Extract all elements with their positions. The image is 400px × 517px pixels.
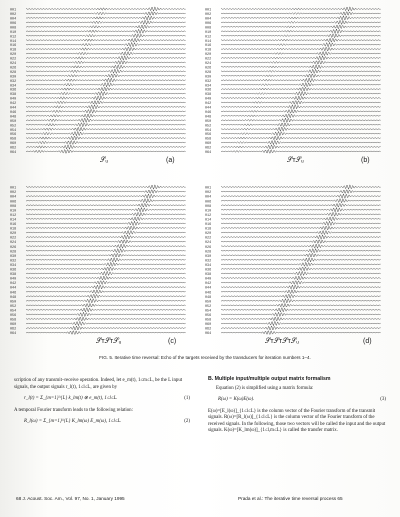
trace-label: 040 (10, 277, 17, 282)
waveform-plot-a (10, 3, 190, 166)
waveform-plot-c (10, 181, 190, 344)
trace-waveform (221, 78, 381, 82)
trace-waveform (26, 285, 186, 289)
trace-label: 046 (10, 110, 17, 115)
trace-label: 020 (205, 53, 212, 58)
trace-label: 034 (205, 263, 212, 268)
trace-waveform (221, 212, 381, 216)
trace-waveform (221, 123, 381, 126)
trace-label: 044 (10, 286, 17, 291)
equation-1-body: r_l(t) = Σ_{m=1}^{L} k_lm(t) ⊗ e_m(t), 1≤l≤L. (24, 396, 118, 401)
trace-waveform (26, 217, 186, 221)
trace-waveform (26, 123, 186, 127)
trace-label: 062 (205, 327, 212, 332)
trace-label: 034 (205, 84, 212, 89)
trace-waveform (26, 199, 186, 203)
trace-label: 006 (10, 21, 17, 26)
trace-waveform (221, 281, 381, 285)
figure-panel-d (205, 181, 385, 344)
trace-waveform (26, 312, 186, 316)
trace-waveform (221, 83, 381, 87)
trace-label: 054 (205, 309, 212, 314)
trace-waveform (221, 267, 381, 271)
trace-label: 020 (205, 232, 212, 237)
trace-label: 038 (10, 273, 17, 278)
trace-waveform (221, 304, 381, 307)
trace-label: 032 (10, 259, 17, 264)
trace-label: 050 (205, 119, 212, 124)
trace-label: 022 (205, 236, 212, 241)
trace-waveform (221, 47, 381, 51)
trace-waveform (221, 7, 381, 11)
trace-waveform (221, 34, 381, 38)
trace-label: 032 (10, 79, 17, 84)
trace-waveform (221, 140, 381, 144)
trace-waveform (26, 326, 186, 330)
trace-label: 004 (10, 17, 17, 22)
trace-waveform (221, 74, 381, 77)
trace-waveform (221, 240, 381, 243)
trace-label: 024 (10, 241, 17, 246)
figure-panel-c (10, 181, 190, 344)
trace-waveform (221, 290, 381, 294)
trace-waveform (221, 331, 381, 335)
trace-waveform (26, 109, 186, 113)
trace-label: 020 (10, 232, 17, 237)
trace-waveform (26, 96, 186, 100)
trace-waveform (221, 150, 381, 154)
trace-waveform (221, 203, 381, 207)
trace-waveform (221, 42, 381, 46)
trace-label: 001 (205, 8, 212, 13)
trace-label: 001 (10, 186, 17, 191)
trace-waveform (221, 118, 381, 122)
trace-label: 058 (10, 137, 17, 142)
trace-waveform (221, 326, 381, 330)
trace-waveform (26, 16, 186, 20)
trace-label: 020 (10, 53, 17, 58)
trace-waveform (26, 299, 186, 303)
trace-waveform (26, 131, 186, 135)
equation-1-number: (1) (184, 396, 190, 401)
footer-right: Prada et al.: The iterative time reversal process 65 (238, 496, 343, 501)
trace-waveform (26, 145, 186, 149)
trace-label: 038 (10, 93, 17, 98)
trace-waveform (221, 271, 381, 275)
waveform-plot-d (205, 181, 385, 344)
trace-waveform (26, 47, 186, 51)
trace-waveform (26, 203, 186, 207)
trace-label: 026 (205, 66, 212, 71)
trace-waveform (221, 20, 381, 24)
trace-label: 036 (205, 88, 212, 93)
trace-label: 036 (205, 268, 212, 273)
left-paragraph-2: A temporal Fourier transform leads to the following relation: (14, 407, 133, 413)
panel-label-a: (a) (166, 157, 175, 164)
trace-waveform (26, 267, 186, 271)
trace-waveform (26, 262, 186, 266)
trace-label: 032 (205, 79, 212, 84)
trace-label: 064 (10, 332, 17, 337)
trace-label: 026 (10, 66, 17, 71)
trace-label: 052 (205, 304, 212, 309)
trace-waveform (221, 16, 381, 20)
trace-label: 018 (10, 227, 17, 232)
trace-waveform (221, 235, 381, 239)
trace-waveform (221, 276, 381, 280)
trace-label: 028 (10, 250, 17, 255)
panel-formula-c: 𝒮ᴛ𝒮ᴛ𝒮ᵤ (96, 338, 122, 345)
trace-label: 036 (10, 88, 17, 93)
trace-label: 016 (10, 44, 17, 49)
trace-label: 012 (10, 213, 17, 218)
trace-label: 002 (205, 191, 212, 196)
trace-label: 052 (205, 124, 212, 129)
trace-label: 034 (10, 263, 17, 268)
equation-1 (24, 396, 190, 403)
trace-label: 054 (10, 128, 17, 133)
panel-label-d: (d) (363, 338, 372, 345)
trace-label: 040 (10, 97, 17, 102)
trace-waveform (26, 290, 186, 294)
trace-waveform (221, 254, 381, 257)
trace-label: 010 (10, 30, 17, 35)
trace-label: 054 (10, 309, 17, 314)
trace-label: 010 (205, 30, 212, 35)
trace-waveform (221, 308, 381, 312)
trace-label: 064 (10, 151, 17, 155)
trace-waveform (26, 208, 186, 212)
trace-label: 036 (10, 268, 17, 273)
trace-label: 038 (205, 93, 212, 98)
trace-label: 060 (10, 142, 17, 147)
trace-label: 056 (10, 314, 17, 318)
trace-label: 062 (10, 146, 17, 151)
trace-waveform (26, 38, 186, 42)
trace-label: 050 (10, 300, 17, 305)
trace-waveform (221, 230, 381, 234)
trace-waveform (26, 91, 186, 95)
trace-label: 014 (10, 39, 17, 44)
trace-label: 001 (10, 8, 17, 13)
trace-label: 002 (10, 191, 17, 196)
trace-waveform (221, 69, 381, 73)
trace-label: 002 (205, 13, 212, 18)
trace-waveform (221, 136, 381, 139)
trace-label: 008 (10, 204, 17, 209)
trace-waveform (221, 190, 381, 193)
panel-label-c: (c) (168, 338, 177, 345)
trace-label: 008 (205, 26, 212, 31)
left-column (14, 378, 190, 426)
trace-label: 006 (10, 200, 17, 205)
trace-label: 030 (10, 254, 17, 259)
trace-label: 064 (205, 332, 212, 337)
trace-label: 056 (205, 133, 212, 138)
trace-waveform (221, 51, 381, 55)
figure-panel-a (10, 3, 190, 166)
trace-waveform (26, 65, 186, 69)
footer-left: 68 J. Acoust. Soc. Am., Vol. 97, No. 1, January 1995 (16, 496, 125, 501)
trace-waveform (26, 281, 186, 285)
trace-label: 030 (10, 75, 17, 80)
trace-label: 042 (10, 282, 17, 287)
trace-label: 034 (10, 84, 17, 89)
right-paragraph-1: Equation (2) is simplified using a matrix formula: (216, 385, 314, 391)
trace-waveform (26, 105, 186, 109)
trace-label: 016 (10, 223, 17, 227)
trace-waveform (221, 312, 381, 316)
trace-waveform (26, 276, 186, 280)
trace-label: 032 (205, 259, 212, 264)
trace-waveform (221, 194, 381, 198)
equation-2-body: R_l(ω) = Σ_{m=1}^{L} K_lm(ω) E_m(ω), 1≤l≤L. (24, 419, 122, 424)
figure-caption: FIG. 5. Iterative time reversal: Echo of the targets received by the transducers for iteration numbers 1–4. (99, 355, 311, 360)
trace-label: 042 (10, 102, 17, 107)
trace-waveform (221, 105, 381, 109)
trace-waveform (221, 321, 381, 325)
trace-waveform (221, 61, 381, 64)
trace-waveform (26, 12, 186, 15)
right-column (208, 376, 386, 435)
trace-waveform (26, 190, 186, 193)
trace-waveform (26, 244, 186, 248)
trace-label: 048 (10, 295, 17, 300)
trace-label: 022 (10, 236, 17, 241)
trace-waveform (221, 101, 381, 105)
trace-label: 028 (10, 70, 17, 75)
trace-waveform (26, 87, 186, 90)
trace-label: 022 (205, 57, 212, 62)
trace-label: 060 (205, 323, 212, 328)
trace-label: 062 (10, 327, 17, 332)
waveform-plot-b (205, 3, 385, 166)
trace-waveform (26, 258, 186, 262)
trace-waveform (26, 29, 186, 33)
trace-waveform (221, 87, 381, 91)
trace-waveform (26, 254, 186, 257)
trace-waveform (221, 294, 381, 298)
trace-waveform (221, 127, 381, 131)
trace-label: 056 (10, 133, 17, 138)
trace-waveform (221, 38, 381, 42)
trace-label: 048 (205, 115, 212, 120)
trace-label: 002 (10, 13, 17, 18)
trace-label: 046 (10, 291, 17, 296)
panel-formula-d: 𝒮ᴛ𝒮ᴛ𝒮ᴛ𝒮ᵤ (265, 338, 299, 345)
trace-label: 056 (205, 314, 212, 318)
trace-waveform (26, 150, 186, 154)
trace-waveform (221, 262, 381, 266)
trace-label: 062 (205, 146, 212, 151)
trace-label: 042 (205, 282, 212, 287)
trace-label: 022 (10, 57, 17, 62)
trace-label: 052 (10, 124, 17, 129)
trace-waveform (221, 299, 381, 303)
trace-label: 054 (205, 128, 212, 133)
trace-label: 050 (205, 300, 212, 305)
trace-label: 012 (205, 35, 212, 40)
trace-label: 058 (10, 318, 17, 323)
trace-waveform (26, 56, 186, 60)
trace-waveform (221, 199, 381, 203)
trace-waveform (26, 221, 186, 225)
trace-waveform (221, 91, 381, 95)
trace-label: 016 (205, 223, 212, 227)
trace-label: 038 (205, 273, 212, 278)
panel-formula-b: 𝒮ᴛ𝒮ᵤ (287, 157, 304, 164)
trace-label: 004 (205, 17, 212, 22)
trace-label: 012 (205, 213, 212, 218)
trace-label: 008 (10, 26, 17, 31)
trace-label: 016 (205, 44, 212, 49)
trace-waveform (221, 185, 381, 189)
trace-label: 024 (205, 241, 212, 246)
trace-label: 044 (205, 286, 212, 291)
trace-label: 024 (205, 62, 212, 66)
trace-waveform (26, 118, 186, 122)
trace-label: 042 (205, 102, 212, 107)
trace-waveform (26, 34, 186, 38)
trace-label: 024 (10, 62, 17, 66)
trace-label: 064 (205, 151, 212, 155)
section-heading: B. Multiple input/multiple output matrix formalism (208, 376, 331, 382)
trace-waveform (221, 131, 381, 135)
trace-waveform (221, 56, 381, 60)
trace-waveform (26, 20, 186, 24)
figure-panel-b (205, 3, 385, 166)
trace-waveform (26, 249, 186, 253)
trace-waveform (221, 96, 381, 100)
trace-label: 046 (205, 291, 212, 296)
trace-waveform (26, 294, 186, 298)
trace-waveform (26, 194, 186, 198)
trace-label: 030 (205, 75, 212, 80)
trace-waveform (26, 226, 186, 230)
left-paragraph-1: scription of any transmit–receive operation. Indeed, let e_m(t), 1≤m≤L, be the L input signals, the output signals r_l(t), 1≤l≤L, are given by (14, 378, 183, 390)
trace-label: 014 (205, 218, 212, 223)
trace-label: 028 (205, 250, 212, 255)
trace-label: 006 (205, 200, 212, 205)
trace-label: 026 (205, 245, 212, 250)
trace-label: 018 (205, 227, 212, 232)
trace-waveform (26, 212, 186, 216)
panel-formula-a: 𝒮ᵤ (100, 157, 109, 164)
trace-label: 006 (205, 21, 212, 26)
panel-label-b: (b) (361, 157, 370, 164)
trace-label: 052 (10, 304, 17, 309)
trace-label: 048 (10, 115, 17, 120)
trace-waveform (26, 52, 186, 56)
trace-waveform (26, 230, 186, 234)
trace-waveform (26, 127, 186, 131)
trace-label: 030 (205, 254, 212, 259)
trace-waveform (221, 145, 381, 149)
trace-label: 040 (205, 97, 212, 102)
trace-waveform (26, 61, 186, 65)
trace-waveform (26, 317, 186, 320)
trace-waveform (26, 69, 186, 73)
trace-waveform (26, 78, 186, 82)
trace-waveform (221, 244, 381, 248)
trace-label: 012 (10, 35, 17, 40)
trace-waveform (26, 141, 186, 145)
trace-waveform (26, 7, 186, 11)
equation-3 (218, 397, 386, 404)
trace-waveform (26, 308, 186, 312)
equation-3-body: R(ω) = K(ω)E(ω). (218, 397, 255, 402)
trace-waveform (26, 271, 186, 275)
trace-waveform (221, 110, 381, 114)
trace-label: 018 (205, 48, 212, 53)
equation-2-number: (2) (184, 419, 190, 424)
trace-waveform (26, 235, 186, 239)
trace-label: 050 (10, 119, 17, 124)
trace-label: 048 (205, 295, 212, 300)
trace-label: 001 (205, 186, 212, 191)
trace-waveform (221, 25, 381, 29)
trace-waveform (26, 321, 186, 325)
trace-label: 058 (205, 318, 212, 323)
trace-waveform (221, 114, 381, 118)
trace-waveform (221, 226, 381, 230)
equation-3-number: (3) (380, 397, 386, 402)
trace-waveform (221, 249, 381, 253)
trace-waveform (221, 285, 381, 289)
trace-waveform (221, 221, 381, 225)
trace-waveform (221, 258, 381, 262)
trace-label: 004 (10, 195, 17, 200)
trace-label: 028 (205, 70, 212, 75)
trace-waveform (221, 208, 381, 212)
trace-label: 040 (205, 277, 212, 282)
trace-waveform (221, 65, 381, 69)
trace-waveform (26, 42, 186, 46)
right-paragraph-2: E(ω)=[E_l(ω)]_{1≤l≤L} is the column vector of the Fourier transform of the transmit signals. R(ω)=[R_l(ω)]_{1≤l≤L} is the column vector of the Fourier transform of the received signals. In the following, those two vectors will be called the input and the output signals. K(ω)=[K_lm(ω)]_{1≤l,m≤L} is called the transfer matrix. (208, 408, 386, 433)
trace-waveform (26, 74, 186, 78)
trace-label: 060 (10, 323, 17, 328)
trace-label: 046 (205, 110, 212, 115)
trace-waveform (221, 12, 381, 15)
trace-label: 044 (10, 106, 17, 111)
trace-waveform (26, 240, 186, 243)
trace-label: 010 (10, 209, 17, 214)
trace-label: 008 (205, 204, 212, 209)
equation-2 (24, 419, 190, 426)
trace-label: 044 (205, 106, 212, 111)
trace-waveform (26, 82, 186, 86)
trace-label: 010 (205, 209, 212, 214)
trace-label: 060 (205, 142, 212, 147)
trace-waveform (221, 217, 381, 221)
trace-waveform (26, 101, 186, 104)
trace-waveform (221, 317, 381, 320)
trace-waveform (26, 25, 186, 28)
trace-waveform (26, 136, 186, 140)
trace-waveform (221, 29, 381, 33)
trace-label: 014 (10, 218, 17, 223)
trace-waveform (26, 185, 186, 189)
trace-label: 026 (10, 245, 17, 250)
trace-label: 004 (205, 195, 212, 200)
trace-waveform (26, 331, 186, 335)
trace-label: 058 (205, 137, 212, 142)
trace-waveform (26, 304, 186, 307)
trace-label: 018 (10, 48, 17, 53)
trace-label: 014 (205, 39, 212, 44)
trace-waveform (26, 114, 186, 118)
